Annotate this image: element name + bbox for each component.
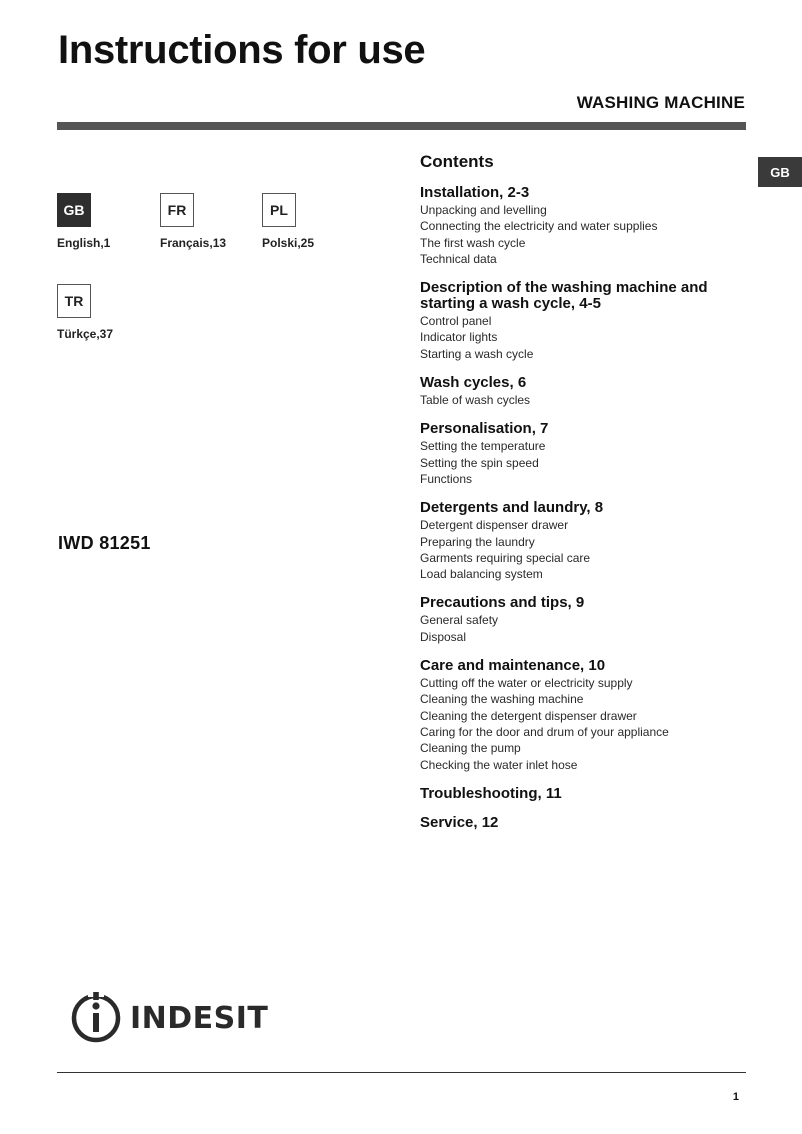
section-item[interactable]: Unpacking and levelling xyxy=(420,203,547,217)
section-items xyxy=(420,392,750,408)
section-items xyxy=(420,612,750,645)
section-item[interactable]: Cleaning the detergent dispenser drawer xyxy=(420,708,637,723)
section-title[interactable]: Service, 12 xyxy=(420,813,499,831)
section-title[interactable]: Personalisation, 7 xyxy=(420,420,549,438)
table-of-contents xyxy=(420,152,750,844)
language-label-pl: Polski,25 xyxy=(262,236,315,250)
section-item[interactable]: Preparing the laundry xyxy=(420,534,535,549)
language-item-pl[interactable] xyxy=(262,193,362,250)
section-title[interactable]: Precautions and tips, 9 xyxy=(420,594,585,612)
section-item[interactable]: Control panel xyxy=(420,314,492,329)
section-title[interactable]: Troubleshooting, 11 xyxy=(420,784,562,802)
contents-section xyxy=(420,815,750,831)
model-number: IWD 81251 xyxy=(58,533,151,553)
contents-section xyxy=(420,375,750,408)
section-item[interactable]: Garments requiring special care xyxy=(420,550,591,565)
section-items xyxy=(420,202,750,267)
contents-section xyxy=(420,786,750,802)
section-item[interactable]: Caring for the door and drum of your appliance xyxy=(420,724,669,739)
section-item[interactable]: Functions xyxy=(420,471,473,486)
section-title[interactable]: Installation, 2-3 xyxy=(420,184,530,201)
section-item[interactable]: Checking the water inlet hose xyxy=(420,757,578,772)
contents-sections xyxy=(420,185,750,831)
section-title[interactable]: Description of the washing machine and starting a wash cycle, 4-5 xyxy=(420,279,708,313)
language-label-fr: Français,13 xyxy=(160,236,227,250)
section-item[interactable]: Indicator lights xyxy=(420,330,498,345)
section-item[interactable]: Cutting off the water or electricity supply xyxy=(420,676,633,691)
section-items xyxy=(420,675,750,773)
language-item-tr[interactable] xyxy=(57,284,157,341)
contents-section xyxy=(420,421,750,487)
contents-section xyxy=(420,500,750,582)
header-divider xyxy=(57,122,746,130)
contents-title: Contents xyxy=(420,152,494,171)
section-item[interactable]: Connecting the electricity and water supplies xyxy=(420,219,658,234)
language-label-gb: English,1 xyxy=(57,236,111,250)
section-item[interactable]: Cleaning the washing machine xyxy=(420,692,584,707)
section-item[interactable]: Setting the spin speed xyxy=(420,455,539,470)
contents-section xyxy=(420,658,750,773)
section-item[interactable]: Disposal xyxy=(420,629,467,644)
product-type: WASHING MACHINE xyxy=(576,93,745,112)
language-item-fr[interactable] xyxy=(160,193,260,250)
brand-logo xyxy=(70,992,268,1044)
language-code-pl[interactable]: PL xyxy=(262,193,296,227)
section-items xyxy=(420,438,750,487)
indesit-i-logo-icon xyxy=(70,992,122,1044)
section-item[interactable]: Load balancing system xyxy=(420,567,543,582)
section-item[interactable]: Detergent dispenser drawer xyxy=(420,518,569,533)
contents-section xyxy=(420,185,750,267)
section-title[interactable]: Wash cycles, 6 xyxy=(420,374,527,392)
section-item[interactable]: Cleaning the pump xyxy=(420,741,521,756)
language-label-tr: Türkçe,37 xyxy=(57,327,114,341)
section-item[interactable]: Starting a wash cycle xyxy=(420,346,534,361)
language-code-gb[interactable]: GB xyxy=(57,193,91,227)
contents-section xyxy=(420,280,750,362)
section-item[interactable]: Setting the temperature xyxy=(420,439,546,454)
language-side-tab[interactable]: GB xyxy=(758,157,802,187)
contents-section xyxy=(420,595,750,645)
section-item[interactable]: General safety xyxy=(420,613,499,628)
page-number: 1 xyxy=(732,1091,739,1103)
section-items xyxy=(420,313,750,362)
section-title[interactable]: Care and maintenance, 10 xyxy=(420,657,606,675)
language-code-tr[interactable]: TR xyxy=(57,284,91,318)
brand-name: INDESIT xyxy=(130,1000,269,1036)
section-items xyxy=(420,517,750,582)
language-code-fr[interactable]: FR xyxy=(160,193,194,227)
footer-divider xyxy=(57,1072,746,1073)
section-item[interactable]: Table of wash cycles xyxy=(420,393,531,408)
language-item-gb[interactable] xyxy=(57,193,157,250)
section-item[interactable]: Technical data xyxy=(420,251,497,266)
page-title: Instructions for use xyxy=(58,28,426,72)
section-title[interactable]: Detergents and laundry, 8 xyxy=(420,499,604,517)
section-item[interactable]: The first wash cycle xyxy=(420,235,526,250)
